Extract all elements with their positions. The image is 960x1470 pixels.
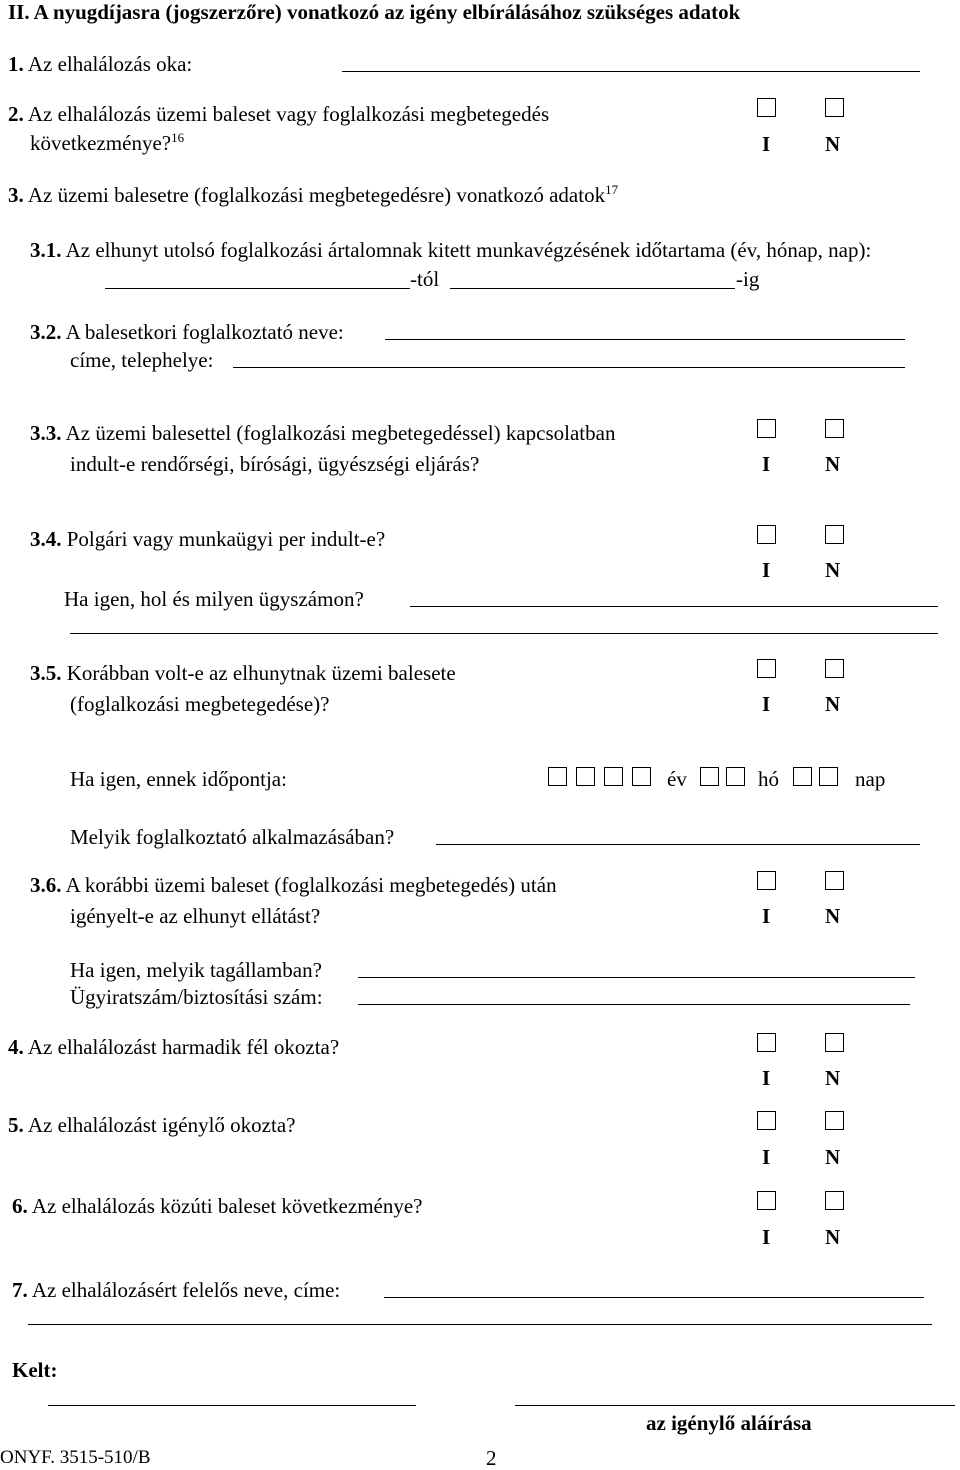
- q2-no-label: N: [825, 132, 841, 156]
- q5-yes-checkbox[interactable]: [757, 1111, 776, 1130]
- q31-to-suffix: -ig: [736, 267, 760, 291]
- q5-no-label: N: [825, 1145, 841, 1169]
- q6-label: 6. Az elhalálozás közúti baleset következménye?: [12, 1194, 423, 1218]
- section-title: II. A nyugdíjasra (jogszerzőre) vonatkozó az igény elbírálásához szükséges adatok: [8, 0, 741, 24]
- q6-yes-label: I: [762, 1225, 771, 1249]
- q35-no-label: N: [825, 692, 841, 716]
- q33-label: 3.3. Az üzemi balesettel (foglalkozási megbetegedéssel) kapcsolatban: [30, 421, 616, 445]
- q32-name-line[interactable]: [385, 339, 905, 340]
- q32-address-label: címe, telephelye:: [70, 348, 214, 372]
- q31-label: 3.1. Az elhunyt utolsó foglalkozási ártalomnak kitett munkavégzésének időtartama (év, hónap, nap):: [30, 238, 872, 262]
- q33-no-label: N: [825, 452, 841, 476]
- q36-no-checkbox[interactable]: [825, 871, 844, 890]
- year-digit-4-box[interactable]: [632, 767, 651, 786]
- q6-no-checkbox[interactable]: [825, 1191, 844, 1210]
- q34-case-line[interactable]: [410, 606, 938, 607]
- year-digit-3-box[interactable]: [604, 767, 623, 786]
- q36-label-cont: igényelt-e az elhunyt ellátást?: [70, 904, 321, 928]
- signature-label: az igénylő aláírása: [646, 1411, 812, 1435]
- form-code: ONYF. 3515-510/B: [0, 1447, 151, 1468]
- kelt-label: Kelt:: [12, 1358, 58, 1382]
- q2-label-cont: következménye?$^{16}$: [30, 130, 185, 155]
- q4-no-label: N: [825, 1066, 841, 1090]
- q4-yes-checkbox[interactable]: [757, 1033, 776, 1052]
- day-digit-2-box[interactable]: [819, 767, 838, 786]
- q31-to-line[interactable]: [450, 288, 735, 289]
- month-label: hó: [758, 767, 779, 791]
- q5-yes-label: I: [762, 1145, 771, 1169]
- q32-address-line[interactable]: [233, 367, 905, 368]
- q7-answer-line-2[interactable]: [28, 1324, 932, 1325]
- q36-state-label: Ha igen, melyik tagállamban?: [70, 958, 322, 982]
- date-place-line[interactable]: [48, 1405, 416, 1406]
- q1-label: 1. Az elhalálozás oka:: [8, 52, 193, 76]
- q34-case-label: Ha igen, hol és milyen ügyszámon?: [64, 587, 364, 611]
- q36-state-line[interactable]: [358, 977, 915, 978]
- q4-yes-label: I: [762, 1066, 771, 1090]
- q33-no-checkbox[interactable]: [825, 419, 844, 438]
- year-digit-2-box[interactable]: [576, 767, 595, 786]
- q35-no-checkbox[interactable]: [825, 659, 844, 678]
- year-digit-1-box[interactable]: [548, 767, 567, 786]
- q33-yes-label: I: [762, 452, 771, 476]
- q36-no-label: N: [825, 904, 841, 928]
- q31-from-line[interactable]: [105, 288, 410, 289]
- q6-yes-checkbox[interactable]: [757, 1191, 776, 1210]
- q31-from-suffix: -tól: [410, 267, 440, 291]
- q35-label-cont: (foglalkozási megbetegedése)?: [70, 692, 330, 716]
- q32-name-label: 3.2. A balesetkori foglalkoztató neve:: [30, 320, 344, 344]
- q2-no-checkbox[interactable]: [825, 98, 844, 117]
- q36-yes-checkbox[interactable]: [757, 871, 776, 890]
- q35-date-label: Ha igen, ennek időpontja:: [70, 767, 287, 791]
- q4-label: 4. Az elhalálozást harmadik fél okozta?: [8, 1035, 340, 1059]
- q34-no-checkbox[interactable]: [825, 525, 844, 544]
- year-label: év: [667, 767, 687, 791]
- signature-line[interactable]: [515, 1405, 955, 1406]
- day-label: nap: [855, 767, 886, 791]
- q7-answer-line[interactable]: [384, 1297, 924, 1298]
- q35-label: 3.5. Korábban volt-e az elhunytnak üzemi balesete: [30, 661, 456, 685]
- q34-no-label: N: [825, 558, 841, 582]
- q5-no-checkbox[interactable]: [825, 1111, 844, 1130]
- q34-label: 3.4. Polgári vagy munkaügyi per indult-e?: [30, 527, 386, 551]
- q36-file-label: Ügyiratszám/biztosítási szám:: [70, 985, 323, 1009]
- q5-label: 5. Az elhalálozást igénylő okozta?: [8, 1113, 296, 1137]
- q2-yes-checkbox[interactable]: [757, 98, 776, 117]
- q34-yes-label: I: [762, 558, 771, 582]
- q35-employer-line[interactable]: [436, 844, 920, 845]
- q4-no-checkbox[interactable]: [825, 1033, 844, 1052]
- q33-yes-checkbox[interactable]: [757, 419, 776, 438]
- q34-case-line-2[interactable]: [70, 633, 938, 634]
- day-digit-1-box[interactable]: [793, 767, 812, 786]
- q6-no-label: N: [825, 1225, 841, 1249]
- q34-yes-checkbox[interactable]: [757, 525, 776, 544]
- q1-answer-line[interactable]: [342, 71, 920, 72]
- month-digit-2-box[interactable]: [726, 767, 745, 786]
- q2-label: 2. Az elhalálozás üzemi baleset vagy foglalkozási megbetegedés: [8, 102, 550, 126]
- page-number: 2: [486, 1446, 497, 1470]
- q35-employer-label: Melyik foglalkoztató alkalmazásában?: [70, 825, 395, 849]
- q35-yes-checkbox[interactable]: [757, 659, 776, 678]
- q35-yes-label: I: [762, 692, 771, 716]
- q33-label-cont: indult-e rendőrségi, bírósági, ügyészségi eljárás?: [70, 452, 480, 476]
- q3-label: 3. Az üzemi balesetre (foglalkozási megbetegedésre) vonatkozó adatok$^{17}$: [8, 182, 619, 207]
- month-digit-1-box[interactable]: [700, 767, 719, 786]
- q36-yes-label: I: [762, 904, 771, 928]
- q36-label: 3.6. A korábbi üzemi baleset (foglalkozási megbetegedés) után: [30, 873, 557, 897]
- q7-label: 7. Az elhalálozásért felelős neve, címe:: [12, 1278, 341, 1302]
- q2-yes-label: I: [762, 132, 771, 156]
- q36-file-line[interactable]: [358, 1004, 910, 1005]
